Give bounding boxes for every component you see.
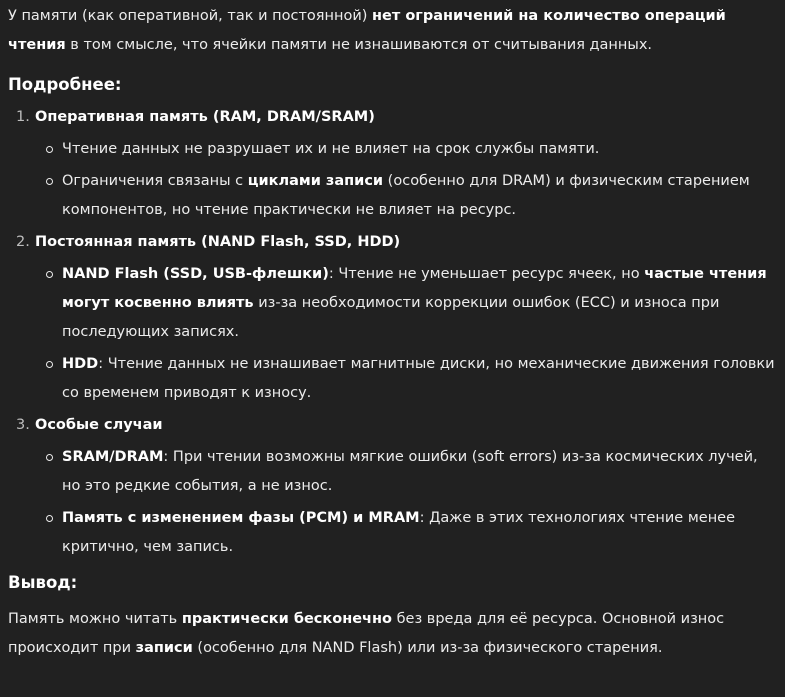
bullet-text: : Даже в этих технологиях чтение менее критично, чем запись. bbox=[62, 510, 736, 555]
intro-text-end: в том смысле, что ячейки памяти не изнашиваются от считывания данных. bbox=[65, 37, 653, 53]
bullet-icon bbox=[46, 361, 53, 368]
bullet-bold: SRAM/DRAM bbox=[62, 449, 164, 465]
conclusion-bold: практически бесконечно bbox=[181, 611, 392, 627]
bullet-text: из-за необходимости коррекции ошибок (ECC) и износа при последующих записях. bbox=[62, 295, 720, 340]
bullet-bold: NAND Flash (SSD, USB-флешки) bbox=[62, 266, 329, 282]
conclusion-text: (особенно для NAND Flash) или из-за физического старения. bbox=[192, 640, 663, 656]
bullet-icon bbox=[46, 454, 53, 461]
details-heading: Подробнее: bbox=[8, 75, 122, 94]
bullet-item bbox=[35, 260, 777, 347]
section-title: Постоянная память (NAND Flash, SSD, HDD) bbox=[35, 234, 401, 250]
bullet-bold: частые чтения могут косвенно влиять bbox=[62, 266, 767, 311]
bullet-text: : При чтении возможны мягкие ошибки (soft errors) из-за космических лучей, но это редкие события, а не износ. bbox=[62, 449, 758, 494]
section-bullets bbox=[35, 135, 777, 225]
intro-text: У памяти (как оперативной, так и постоянной) bbox=[8, 8, 373, 24]
bullet-icon bbox=[46, 146, 53, 153]
bullet-text: Ограничения связаны с bbox=[62, 173, 248, 189]
bullet-item bbox=[35, 504, 777, 562]
section-item-storage bbox=[8, 228, 777, 408]
conclusion-text: Память можно читать bbox=[8, 611, 182, 627]
section-number: 1. bbox=[16, 109, 30, 125]
intro-bold: нет ограничений на количество операций чтения bbox=[8, 8, 726, 53]
section-bullets bbox=[35, 260, 777, 408]
bullet-item bbox=[35, 443, 777, 501]
conclusion-text: без вреда для её ресурса. Основной износ происходит при bbox=[8, 611, 725, 656]
section-bullets bbox=[35, 443, 777, 562]
bullet-bold: Память с изменением фазы (PCM) и MRAM bbox=[62, 510, 420, 526]
bullet-text: (особенно для DRAM) и физическим старением компонентов, но чтение практически не влияет на ресурс. bbox=[62, 173, 750, 218]
section-item-special bbox=[8, 411, 777, 562]
bullet-bold: циклами записи bbox=[247, 173, 384, 189]
section-item-ram bbox=[8, 103, 777, 225]
intro-paragraph bbox=[8, 2, 777, 60]
bullet-item bbox=[35, 350, 777, 408]
section-title: Оперативная память (RAM, DRAM/SRAM) bbox=[35, 109, 375, 125]
bullet-text: : Чтение не уменьшает ресурс ячеек, но bbox=[328, 266, 645, 282]
bullet-text: : Чтение данных не изнашивает магнитные диски, но механические движения головки со временем приводят к износу. bbox=[62, 356, 775, 401]
bullet-bold: HDD bbox=[62, 356, 99, 372]
section-title: Особые случаи bbox=[35, 417, 163, 433]
bullet-text: Чтение данных не разрушает их и не влияет на срок службы памяти. bbox=[62, 141, 600, 157]
conclusion-bold: записи bbox=[135, 640, 193, 656]
section-number: 2. bbox=[16, 234, 30, 250]
section-number: 3. bbox=[16, 417, 30, 433]
bullet-icon bbox=[46, 178, 53, 185]
sections-list bbox=[8, 103, 777, 562]
bullet-icon bbox=[46, 515, 53, 522]
bullet-item bbox=[35, 167, 777, 225]
bullet-icon bbox=[46, 271, 53, 278]
bullet-item bbox=[35, 135, 777, 164]
conclusion-paragraph bbox=[8, 605, 777, 663]
conclusion-heading: Вывод: bbox=[8, 573, 78, 592]
